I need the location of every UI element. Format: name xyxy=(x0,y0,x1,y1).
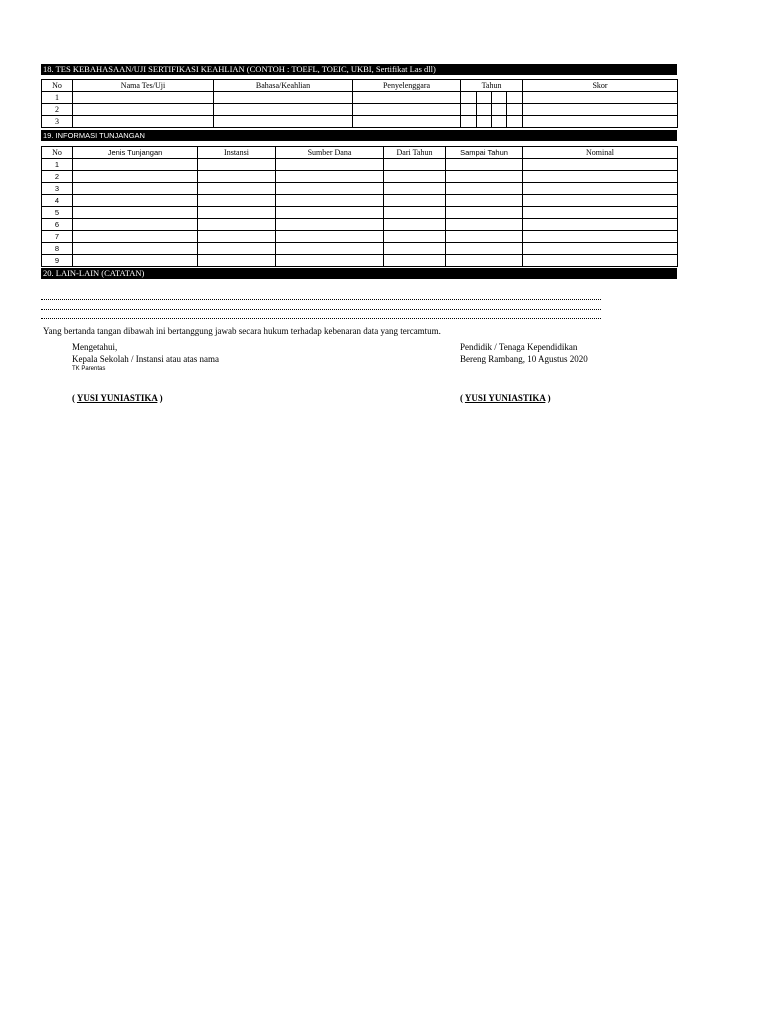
declaration-statement: Yang bertanda tangan dibawah ini bertanggung jawab secara hukum terhadap kebenaran data yang tercamtum. xyxy=(43,326,441,336)
cell-nominal[interactable] xyxy=(523,219,678,231)
header-sumber-dana: Sumber Dana xyxy=(276,147,384,159)
row-number: 3 xyxy=(42,116,73,128)
table-row xyxy=(42,207,678,219)
left-sign-acknowledged: Mengetahui, xyxy=(72,342,118,352)
cell-dari[interactable] xyxy=(384,243,446,255)
section-19-title: 19. INFORMASI TUNJANGAN xyxy=(41,130,677,141)
cell-jenis[interactable] xyxy=(73,231,198,243)
cell-nominal[interactable] xyxy=(523,195,678,207)
right-signatory-name: ( YUSI YUNIASTIKA ) xyxy=(460,393,551,403)
cell-instansi[interactable] xyxy=(198,243,276,255)
cell-jenis[interactable] xyxy=(73,171,198,183)
cell-tahun[interactable] xyxy=(492,116,507,128)
cell-tahun[interactable] xyxy=(507,92,523,104)
cell-sumber[interactable] xyxy=(276,159,384,171)
cell-tahun[interactable] xyxy=(461,104,477,116)
cell-jenis[interactable] xyxy=(73,183,198,195)
cell-tahun[interactable] xyxy=(492,104,507,116)
cell-tahun[interactable] xyxy=(492,92,507,104)
right-sign-role: Pendidik / Tenaga Kependidikan xyxy=(460,342,578,352)
cell-penyelenggara[interactable] xyxy=(353,92,461,104)
cell-sumber[interactable] xyxy=(276,183,384,195)
cell-sampai[interactable] xyxy=(446,159,523,171)
cell-instansi[interactable] xyxy=(198,183,276,195)
row-number: 2 xyxy=(42,171,73,183)
cell-instansi[interactable] xyxy=(198,195,276,207)
cell-nominal[interactable] xyxy=(523,231,678,243)
cell-nominal[interactable] xyxy=(523,243,678,255)
cell-skor[interactable] xyxy=(523,116,678,128)
header-bahasa-keahlian: Bahasa/Keahlian xyxy=(214,80,353,92)
notes-line[interactable] xyxy=(41,318,601,319)
table-row xyxy=(42,183,678,195)
cell-dari[interactable] xyxy=(384,231,446,243)
table-row xyxy=(42,159,678,171)
cell-instansi[interactable] xyxy=(198,171,276,183)
header-dari-tahun: Dari Tahun xyxy=(384,147,446,159)
cell-bahasa[interactable] xyxy=(214,92,353,104)
cell-instansi[interactable] xyxy=(198,159,276,171)
header-tahun: Tahun xyxy=(461,80,523,92)
row-number: 9 xyxy=(42,255,73,267)
table-row xyxy=(42,104,678,116)
notes-line[interactable] xyxy=(41,309,601,310)
cell-sampai[interactable] xyxy=(446,183,523,195)
cell-jenis[interactable] xyxy=(73,159,198,171)
cell-penyelenggara[interactable] xyxy=(353,116,461,128)
cell-tahun[interactable] xyxy=(507,116,523,128)
cell-nominal[interactable] xyxy=(523,159,678,171)
cell-sumber[interactable] xyxy=(276,243,384,255)
cell-nama-tes[interactable] xyxy=(73,104,214,116)
table-row xyxy=(42,243,678,255)
row-number: 8 xyxy=(42,243,73,255)
header-instansi: Instansi xyxy=(198,147,276,159)
language-test-table xyxy=(41,79,678,128)
cell-tahun[interactable] xyxy=(477,92,492,104)
right-sign-place-date: Bereng Rambang, 10 Agustus 2020 xyxy=(460,354,588,364)
table-row xyxy=(42,171,678,183)
left-signatory-name: ( YUSI YUNIASTIKA ) xyxy=(72,393,163,403)
cell-bahasa[interactable] xyxy=(214,116,353,128)
cell-sampai[interactable] xyxy=(446,231,523,243)
cell-penyelenggara[interactable] xyxy=(353,104,461,116)
header-nominal: Nominal xyxy=(523,147,678,159)
left-sign-position: Kepala Sekolah / Instansi atau atas nama xyxy=(72,354,219,364)
row-number: 4 xyxy=(42,195,73,207)
cell-tahun[interactable] xyxy=(461,116,477,128)
cell-nominal[interactable] xyxy=(523,171,678,183)
header-skor: Skor xyxy=(523,80,678,92)
section-18-title: 18. TES KEBAHASAAN/UJI SERTIFIKASI KEAHLIAN (CONTOH : TOEFL, TOEIC, UKBI, Sertifikat Las dll) xyxy=(41,64,677,75)
header-penyelenggara: Penyelenggara xyxy=(353,80,461,92)
row-number: 2 xyxy=(42,104,73,116)
cell-dari[interactable] xyxy=(384,171,446,183)
cell-sumber[interactable] xyxy=(276,171,384,183)
cell-sumber[interactable] xyxy=(276,231,384,243)
left-sign-institution: TK Parentas xyxy=(72,366,106,372)
row-number: 7 xyxy=(42,231,73,243)
row-number: 3 xyxy=(42,183,73,195)
cell-tahun[interactable] xyxy=(477,116,492,128)
cell-dari[interactable] xyxy=(384,255,446,267)
table-row xyxy=(42,219,678,231)
cell-sampai[interactable] xyxy=(446,255,523,267)
table-row xyxy=(42,231,678,243)
cell-nama-tes[interactable] xyxy=(73,92,214,104)
cell-jenis[interactable] xyxy=(73,243,198,255)
header-no: No xyxy=(42,147,73,159)
cell-dari[interactable] xyxy=(384,219,446,231)
cell-instansi[interactable] xyxy=(198,231,276,243)
cell-jenis[interactable] xyxy=(73,207,198,219)
cell-nominal[interactable] xyxy=(523,207,678,219)
cell-bahasa[interactable] xyxy=(214,104,353,116)
cell-instansi[interactable] xyxy=(198,219,276,231)
cell-instansi[interactable] xyxy=(198,207,276,219)
table-row xyxy=(42,116,678,128)
row-number: 6 xyxy=(42,219,73,231)
header-sampai-tahun: Sampai Tahun xyxy=(446,147,523,159)
row-number: 5 xyxy=(42,207,73,219)
cell-sampai[interactable] xyxy=(446,195,523,207)
cell-instansi[interactable] xyxy=(198,255,276,267)
table-row xyxy=(42,92,678,104)
header-no: No xyxy=(42,80,73,92)
table-row xyxy=(42,255,678,267)
table-row xyxy=(42,195,678,207)
cell-dari[interactable] xyxy=(384,207,446,219)
cell-nominal[interactable] xyxy=(523,183,678,195)
cell-dari[interactable] xyxy=(384,159,446,171)
table-header-row xyxy=(42,147,678,159)
cell-jenis[interactable] xyxy=(73,255,198,267)
cell-sampai[interactable] xyxy=(446,243,523,255)
cell-nominal[interactable] xyxy=(523,255,678,267)
cell-dari[interactable] xyxy=(384,183,446,195)
row-number: 1 xyxy=(42,92,73,104)
header-nama-tes: Nama Tes/Uji xyxy=(73,80,214,92)
cell-tahun[interactable] xyxy=(461,92,477,104)
cell-sampai[interactable] xyxy=(446,207,523,219)
header-jenis-tunjangan: Jenis Tunjangan xyxy=(73,147,198,159)
cell-sumber[interactable] xyxy=(276,207,384,219)
cell-sampai[interactable] xyxy=(446,171,523,183)
cell-sampai[interactable] xyxy=(446,219,523,231)
cell-skor[interactable] xyxy=(523,92,678,104)
cell-skor[interactable] xyxy=(523,104,678,116)
cell-nama-tes[interactable] xyxy=(73,116,214,128)
section-20-title: 20. LAIN-LAIN (CATATAN) xyxy=(41,268,677,279)
table-header-row xyxy=(42,80,678,92)
notes-line[interactable] xyxy=(41,299,601,300)
cell-sumber[interactable] xyxy=(276,195,384,207)
cell-sumber[interactable] xyxy=(276,219,384,231)
cell-sumber[interactable] xyxy=(276,255,384,267)
cell-tahun[interactable] xyxy=(507,104,523,116)
cell-jenis[interactable] xyxy=(73,219,198,231)
cell-tahun[interactable] xyxy=(477,104,492,116)
allowance-table xyxy=(41,146,678,267)
cell-jenis[interactable] xyxy=(73,195,198,207)
row-number: 1 xyxy=(42,159,73,171)
cell-dari[interactable] xyxy=(384,195,446,207)
